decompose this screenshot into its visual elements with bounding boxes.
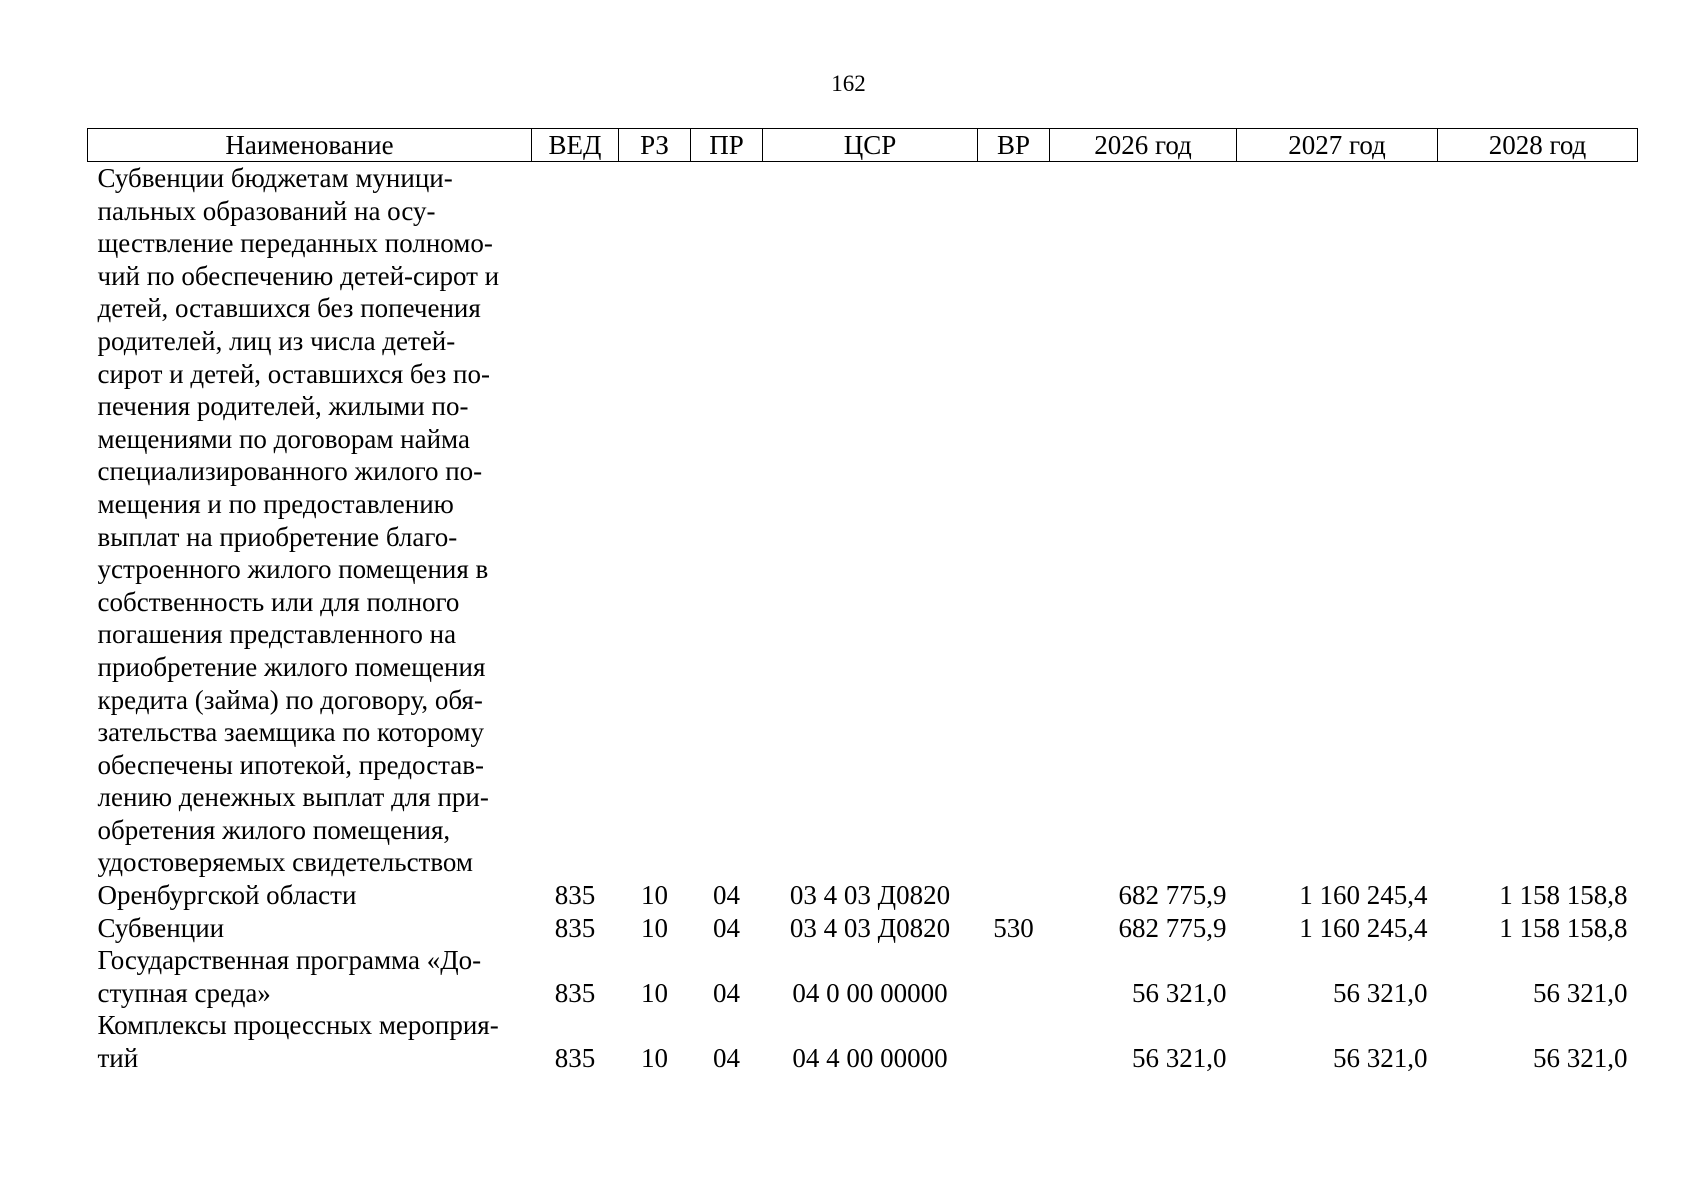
- name-line: детей, оставшихся без попечения: [97, 293, 481, 324]
- cell-2028: 56 321,0: [1533, 1043, 1628, 1074]
- cell-name: [88, 944, 532, 1009]
- name-line: выплат на приобретение благо-: [97, 521, 458, 552]
- cell-2026: 56 321,0: [1132, 977, 1227, 1008]
- name-line: чий по обеспечению детей-сирот и: [97, 260, 500, 291]
- cell-pr: 04: [713, 912, 740, 943]
- header-pr: ПР: [691, 129, 763, 162]
- budget-table: [87, 128, 1638, 1075]
- cell-2027: 56 321,0: [1333, 977, 1428, 1008]
- cell-csr: 03 4 03 Д0820: [789, 912, 951, 943]
- header-name: Наименование: [88, 129, 532, 162]
- header-2026: 2026 год: [1050, 129, 1237, 162]
- cell-pr: 04: [713, 1043, 740, 1074]
- cell-name: [88, 1009, 532, 1074]
- cell-2027: 1 160 245,4: [1299, 880, 1428, 911]
- cell-ved: 835: [554, 912, 596, 943]
- name-line: специализированного жилого по-: [97, 456, 483, 487]
- cell-2028: 1 158 158,8: [1499, 880, 1628, 911]
- header-vr: ВР: [978, 129, 1050, 162]
- table-row: [88, 944, 1638, 1009]
- header-2028: 2028 год: [1438, 129, 1638, 162]
- name-line: обеспечены ипотекой, предостав-: [97, 749, 485, 780]
- page-number: 162: [831, 71, 866, 96]
- cell-rz: 10: [641, 912, 668, 943]
- header-ved: ВЕД: [532, 129, 619, 162]
- cell-ved: 835: [554, 1043, 596, 1074]
- name-line: Государственная программа «До-: [97, 945, 482, 976]
- cell-pr: 04: [713, 977, 740, 1008]
- cell-vr: [978, 944, 1050, 1009]
- name-line: родителей, лиц из числа детей-: [97, 325, 456, 356]
- cell-vr: [978, 162, 1050, 912]
- cell-rz: 10: [641, 1043, 668, 1074]
- name-line: погашения представленного на: [97, 619, 457, 650]
- cell-2026: 682 775,9: [1118, 912, 1227, 943]
- name-line: приобретение жилого помещения: [97, 651, 486, 682]
- cell-vr: 530: [993, 912, 1034, 943]
- name-line: пальных образований на осу-: [97, 195, 436, 226]
- cell-2027: 1 160 245,4: [1299, 912, 1428, 943]
- cell-ved: 835: [554, 977, 596, 1008]
- cell-name: [88, 162, 532, 912]
- name-line: мещения и по предоставлению: [97, 488, 454, 519]
- table-row: [88, 912, 1638, 945]
- name-line: мещениями по договорам найма: [97, 423, 470, 454]
- table-row: [88, 1009, 1638, 1074]
- cell-pr: 04: [713, 880, 740, 911]
- name-line: печения родителей, жилыми по-: [97, 391, 469, 422]
- cell-rz: 10: [641, 977, 668, 1008]
- cell-2028: 1 158 158,8: [1499, 912, 1628, 943]
- cell-vr: [978, 1009, 1050, 1074]
- name-line: сирот и детей, оставшихся без по-: [97, 358, 490, 389]
- header-csr: ЦСР: [763, 129, 978, 162]
- table-body: [88, 162, 1638, 1075]
- name-line: Комплексы процессных мероприя-: [97, 1010, 499, 1041]
- name-line: тий: [97, 1043, 139, 1074]
- cell-csr: 03 4 03 Д0820: [789, 880, 951, 911]
- table-header-row: [88, 129, 1638, 162]
- name-line: Оренбургской области: [97, 880, 357, 911]
- name-line: Субвенции бюджетам муници-: [97, 163, 453, 193]
- cell-ved: 835: [554, 880, 596, 911]
- cell-2027: 56 321,0: [1333, 1043, 1428, 1074]
- name-line: ществление переданных полномо-: [97, 228, 493, 259]
- name-line: ступная среда»: [97, 977, 271, 1008]
- cell-2026: 682 775,9: [1118, 880, 1227, 911]
- header-2027: 2027 год: [1237, 129, 1438, 162]
- name-line: обретения жилого помещения,: [97, 814, 451, 845]
- name-line: зательства заемщика по которому: [97, 717, 484, 748]
- header-rz: РЗ: [619, 129, 691, 162]
- name-line: удостоверяемых свидетельством: [97, 847, 473, 878]
- table-row: [88, 162, 1638, 912]
- cell-2028: 56 321,0: [1533, 977, 1628, 1008]
- cell-2026: 56 321,0: [1132, 1043, 1227, 1074]
- cell-csr: 04 0 00 00000: [792, 977, 948, 1008]
- name-line: кредита (займа) по договору, обя-: [97, 684, 483, 715]
- name-line: собственность или для полного: [97, 586, 460, 617]
- cell-rz: 10: [641, 880, 668, 911]
- cell-csr: 04 4 00 00000: [792, 1043, 948, 1074]
- name-line: Субвенции: [97, 912, 225, 943]
- name-line: лению денежных выплат для при-: [97, 782, 489, 813]
- name-line: устроенного жилого помещения в: [97, 554, 489, 585]
- cell-name: [88, 912, 532, 945]
